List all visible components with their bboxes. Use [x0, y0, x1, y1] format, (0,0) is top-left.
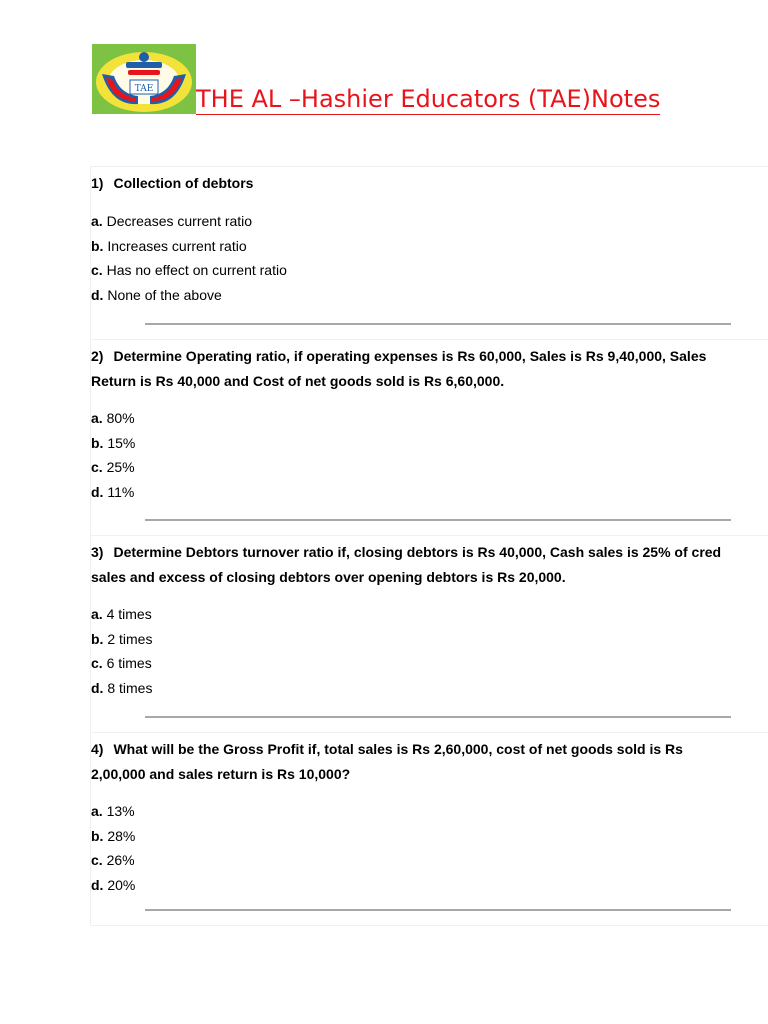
- option-b: [91, 431, 135, 456]
- question-text: [91, 540, 721, 589]
- option-text: 13%: [106, 803, 135, 819]
- question-2: [91, 340, 768, 536]
- question-text: [91, 737, 683, 786]
- question-text-line: What will be the Gross Profit if, total sales is Rs 2,60,000, cost of net goods sold is Rs: [113, 741, 683, 757]
- option-text: 8 times: [107, 679, 153, 696]
- option-a: [91, 209, 287, 234]
- option-b: [91, 234, 287, 259]
- option-text: 28%: [107, 827, 136, 844]
- option-text: Has no effect on current ratio: [106, 262, 287, 278]
- question-number: 3): [91, 544, 104, 560]
- question-text: [91, 344, 706, 393]
- option-b: [91, 824, 135, 849]
- option-a: [91, 602, 152, 627]
- option-text: 11%: [107, 483, 135, 500]
- question-text-line: sales and excess of closing debtors over opening debtors is Rs 20,000.: [91, 568, 566, 585]
- option-a: [91, 406, 135, 431]
- option-letter: a.: [91, 213, 103, 229]
- option-letter: d.: [91, 876, 104, 893]
- option-c: [91, 258, 287, 283]
- option-text: 2 times: [107, 630, 153, 647]
- option-list: [91, 602, 152, 700]
- question-number: 2): [91, 348, 104, 364]
- divider: [145, 323, 731, 325]
- option-text: 4 times: [106, 606, 152, 622]
- option-text: 20%: [107, 876, 136, 893]
- option-list: [91, 209, 287, 307]
- option-text: 6 times: [106, 655, 152, 671]
- option-text: 80%: [106, 410, 135, 426]
- question-text: [91, 171, 253, 196]
- option-letter: c.: [91, 459, 103, 475]
- option-a: [91, 799, 135, 824]
- question-number: 1): [91, 175, 104, 191]
- divider: [145, 909, 731, 911]
- logo-text: TAE: [134, 84, 154, 94]
- option-text: 26%: [106, 852, 135, 868]
- question-number: 4): [91, 741, 104, 757]
- option-d: [91, 283, 287, 308]
- question-text-line: 2,00,000 and sales return is Rs 10,000?: [91, 765, 351, 782]
- question-3: [91, 536, 768, 733]
- option-list: [91, 799, 135, 897]
- option-letter: b.: [91, 434, 104, 451]
- divider: [145, 519, 731, 521]
- option-c: [91, 455, 135, 480]
- option-text: 15%: [107, 434, 136, 451]
- question-text-line: Collection of debtors: [113, 175, 254, 191]
- question-text-line: Return is Rs 40,000 and Cost of net goods sold is Rs 6,60,000.: [91, 372, 505, 389]
- option-text: 25%: [106, 459, 135, 475]
- tae-logo: [92, 44, 196, 114]
- option-letter: c.: [91, 655, 103, 671]
- option-letter: a.: [91, 606, 103, 622]
- option-c: [91, 651, 152, 676]
- option-text: Decreases current ratio: [106, 213, 253, 229]
- page-title: THE AL –Hashier Educators (TAE)Notes: [196, 85, 661, 113]
- option-letter: d.: [91, 286, 104, 303]
- page-header: [92, 44, 712, 119]
- option-letter: b.: [91, 237, 104, 254]
- option-d: [91, 873, 135, 898]
- question-4: [91, 733, 768, 926]
- option-letter: a.: [91, 803, 103, 819]
- option-letter: c.: [91, 852, 103, 868]
- option-b: [91, 627, 152, 652]
- option-c: [91, 848, 135, 873]
- option-letter: b.: [91, 827, 104, 844]
- question-1: [91, 167, 768, 340]
- option-list: [91, 406, 135, 504]
- option-d: [91, 480, 135, 505]
- option-letter: d.: [91, 679, 104, 696]
- option-letter: d.: [91, 483, 104, 500]
- option-d: [91, 676, 152, 701]
- question-list: [90, 166, 768, 926]
- divider: [145, 716, 731, 718]
- option-letter: a.: [91, 410, 103, 426]
- option-letter: b.: [91, 630, 104, 647]
- option-letter: c.: [91, 262, 103, 278]
- question-text-line: Determine Operating ratio, if operating expenses is Rs 60,000, Sales is Rs 9,40,000, Sales: [113, 348, 707, 364]
- option-text: Increases current ratio: [107, 237, 247, 254]
- option-text: None of the above: [107, 286, 222, 303]
- question-text-line: Determine Debtors turnover ratio if, closing debtors is Rs 40,000, Cash sales is 25% of cred: [113, 544, 722, 560]
